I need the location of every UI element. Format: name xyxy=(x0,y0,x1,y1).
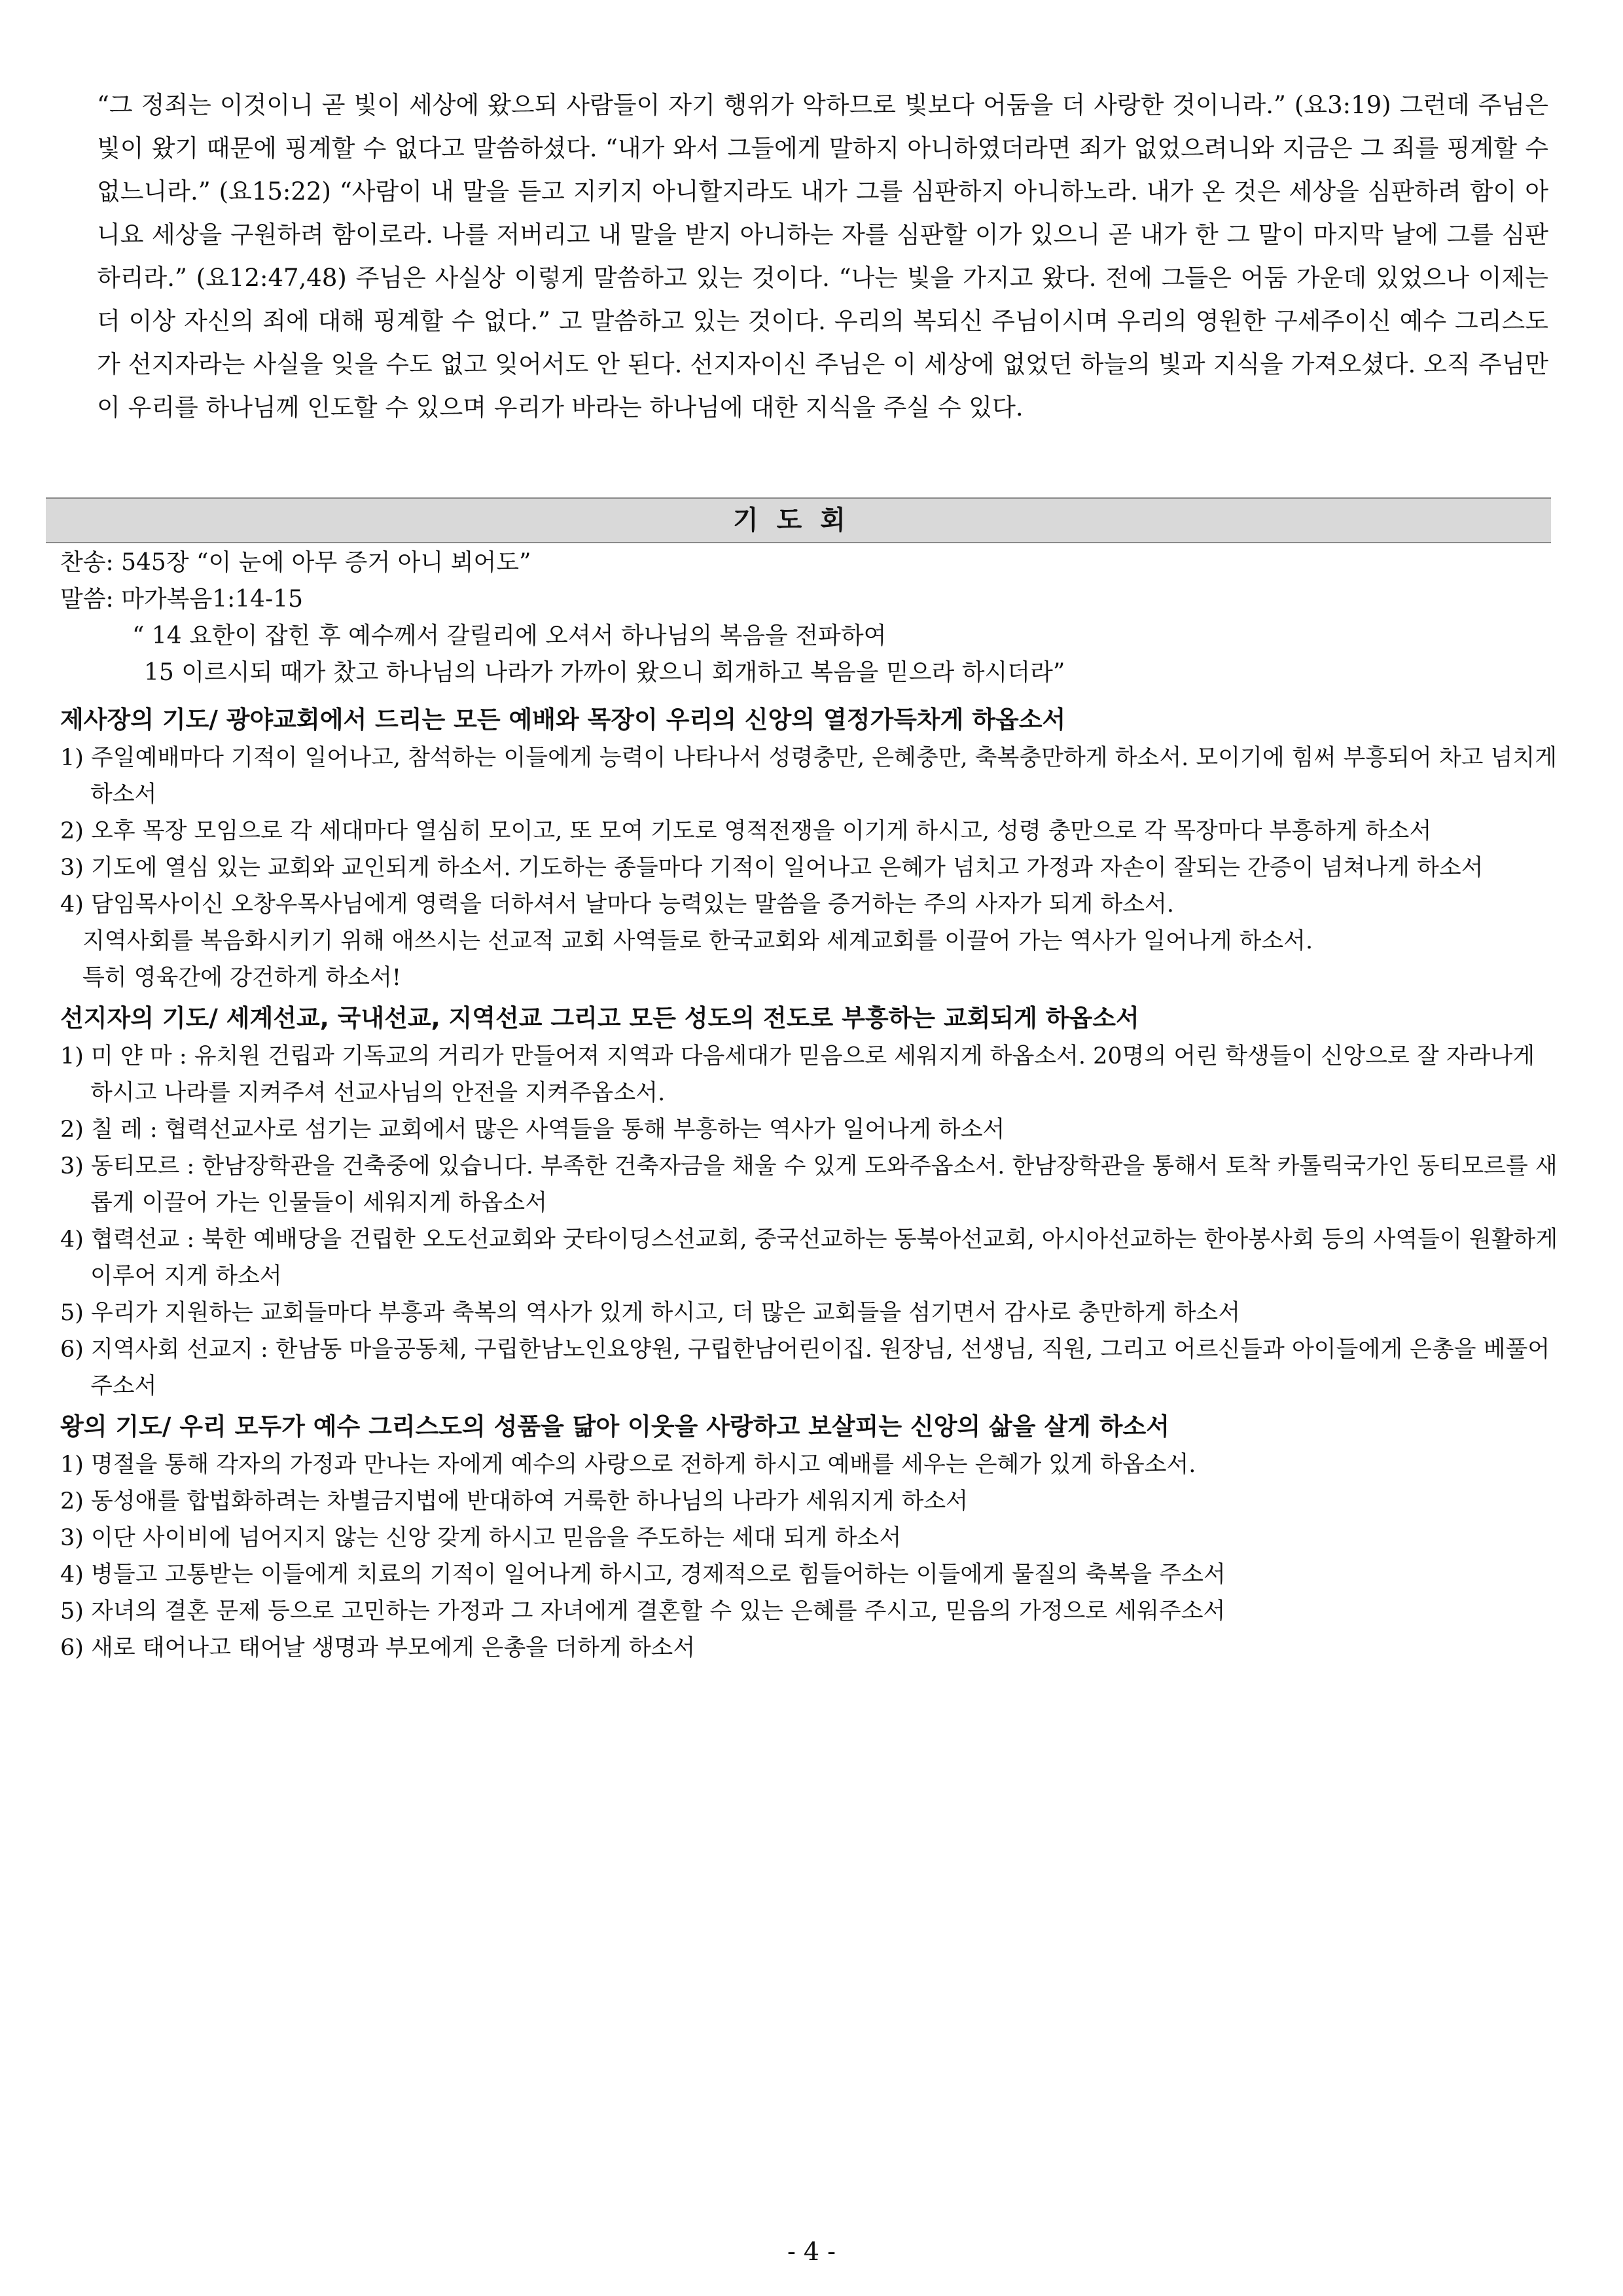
king-item-3: 3) 이단 사이비에 넘어지지 않는 신앙 갖게 하시고 믿음을 주도하는 세대 되게 하소서 xyxy=(60,1525,902,1551)
king-prayer-section xyxy=(60,1407,1559,1666)
king-item-5: 5) 자녀의 결혼 문제 등으로 고민하는 가정과 그 자녀에게 결혼할 수 있는 은혜를 주시고, 믿음의 가정으로 세워주소서 xyxy=(60,1598,1226,1624)
intro-paragraph: “그 정죄는 이것이니 곧 빛이 세상에 왔으되 사람들이 자기 행위가 악하므로 빛보다 어둠을 더 사랑한 것이니라.” (요3:19) 그런데 주님은 빛이 왔기 때문에 핑계할 수 없다고 말씀하셨다. “내가 와서 그들에게 말하지 아니하였더라면 죄가 없었으려니와 지금은 그 죄를 핑계할 수 없느니라.” (요15:22) “사람이 내 말을 듣고 지키지 아니할지라도 내가 그를 심판하지 아니하노라. 내가 온 것은 세상을 심판하려 함이 아니요 세상을 구원하려 함이로라. 나를 저버리고 내 말을 받지 아니하는 자를 심판할 이가 있으니 곧 내가 한 그 말이 마지막 날에 그를 심판하리라.” (요12:47,48) 주님은 사실상 이렇게 말씀하고 있는 것이다. “나는 빛을 가지고 왔다. 전에 그들은 어둠 가운데 있었으나 이제는 더 이상 자신의 죄에 대해 핑계할 수 없다.” 고 말씀하고 있는 것이다. 우리의 복되신 주님이시며 우리의 영원한 구세주이신 예수 그리스도가 선지자라는 사실을 잊을 수도 없고 잊어서도 안 된다. 선지자이신 주님은 이 세상에 없었던 하늘의 빛과 지식을 가져오셨다. 오직 주님만이 우리를 하나님께 인도할 수 있으며 우리가 바라는 하나님에 대한 지식을 주실 수 있다. xyxy=(97,91,1548,422)
prayer-meeting-banner: 기도회 xyxy=(46,497,1551,543)
priest-prayer-section xyxy=(60,700,1559,996)
prophet-prayer-title: 선지자의 기도/ 세계선교, 국내선교, 지역선교 그리고 모든 성도의 전도로 부흥하는 교회되게 하옵소서 xyxy=(60,1004,1139,1032)
priest-item-4-extra-2: 특히 영육간에 강건하게 하소서! xyxy=(82,965,401,991)
scripture-line-2: 15 이르시되 때가 찼고 하나님의 나라가 가까이 왔으니 회개하고 복음을 믿으라 하시더라” xyxy=(144,659,1065,686)
priest-prayer-title: 제사장의 기도/ 광야교회에서 드리는 모든 예배와 목장이 우리의 신앙의 열정가득차게 하옵소서 xyxy=(60,706,1066,734)
priest-item-2: 2) 오후 목장 모임으로 각 세대마다 열심히 모이고, 또 모여 기도로 영적전쟁을 이기게 하시고, 성령 충만으로 각 목장마다 부흥하게 하소서 xyxy=(60,818,1432,844)
priest-item-4: 4) 담임목사이신 오창우목사님에게 영력을 더하셔서 날마다 능력있는 말씀을 증거하는 주의 사자가 되게 하소서. xyxy=(60,891,1175,918)
word-line: 말씀: 마가복음1:14-15 xyxy=(60,586,304,613)
king-item-4: 4) 병들고 고통받는 이들에게 치료의 기적이 일어나게 하시고, 경제적으로 힘들어하는 이들에게 물질의 축복을 주소서 xyxy=(60,1562,1226,1588)
prophet-item-6: 6) 지역사회 선교지 : 한남동 마을공동체, 구립한남노인요양원, 구립한남어린이집. 원장님, 선생님, 직원, 그리고 어르신들과 아이들에게 은총을 베풀어 주소서 xyxy=(60,1336,1550,1399)
hymn-line: 찬송: 545장 “이 눈에 아무 증거 아니 뵈어도” xyxy=(60,549,531,576)
king-item-2: 2) 동성애를 합법화하려는 차별금지법에 반대하여 거룩한 하나님의 나라가 세워지게 하소서 xyxy=(60,1488,969,1515)
priest-item-3: 3) 기도에 열심 있는 교회와 교인되게 하소서. 기도하는 종들마다 기적이 일어나고 은혜가 넘치고 가정과 자손이 잘되는 간증이 넘쳐나게 하소서 xyxy=(60,855,1484,881)
prophet-item-5: 5) 우리가 지원하는 교회들마다 부흥과 축복의 역사가 있게 하시고, 더 많은 교회들을 섬기면서 감사로 충만하게 하소서 xyxy=(60,1300,1241,1326)
prophet-item-2: 2) 칠 레 : 협력선교사로 섬기는 교회에서 많은 사역들을 통해 부흥하는 역사가 일어나게 하소서 xyxy=(60,1117,1005,1143)
prophet-item-4: 4) 협력선교 : 북한 예배당을 건립한 오도선교회와 굿타이딩스선교회, 중국선교하는 동북아선교회, 아시아선교하는 한아봉사회 등의 사역들이 원활하게 이루어 지게 하소서 xyxy=(60,1227,1558,1289)
king-item-6: 6) 새로 태어나고 태어날 생명과 부모에게 은총을 더하게 하소서 xyxy=(60,1635,696,1661)
priest-item-1: 1) 주일예배마다 기적이 일어나고, 참석하는 이들에게 능력이 나타나서 성령충만, 은혜충만, 축복충만하게 하소서. 모이기에 힘써 부흥되어 차고 넘치게 하소서 xyxy=(60,745,1558,808)
priest-item-4-extra-1: 지역사회를 복음화시키기 위해 애쓰시는 선교적 교회 사역들로 한국교회와 세계교회를 이끌어 가는 역사가 일어나게 하소서. xyxy=(82,928,1313,954)
prophet-prayer-section xyxy=(60,999,1559,1405)
page-number: - 4 - xyxy=(787,2237,836,2266)
king-prayer-title: 왕의 기도/ 우리 모두가 예수 그리스도의 성품을 닮아 이웃을 사랑하고 보살피는 신앙의 삶을 살게 하소서 xyxy=(60,1412,1170,1441)
prophet-item-1: 1) 미 얀 마 : 유치원 건립과 기독교의 거리가 만들어져 지역과 다음세대가 믿음으로 세워지게 하옵소서. 20명의 어린 학생들이 신앙으로 잘 자라나게 하시고 나라를 지켜주셔 선교사님의 안전을 지켜주옵소서. xyxy=(60,1043,1535,1106)
prophet-item-3: 3) 동티모르 : 한남장학관을 건축중에 있습니다. 부족한 건축자금을 채울 수 있게 도와주옵소서. 한남장학관을 통해서 토착 카톨릭국가인 동티모르를 새롭게 이끌어 가는 인물들이 세워지게 하옵소서 xyxy=(60,1153,1558,1216)
king-item-1: 1) 명절을 통해 각자의 가정과 만나는 자에게 예수의 사랑으로 전하게 하시고 예배를 세우는 은혜가 있게 하옵소서. xyxy=(60,1452,1196,1478)
worship-info xyxy=(60,545,1559,691)
scripture-line-1: “ 14 요한이 잡힌 후 예수께서 갈릴리에 오셔서 하나님의 복음을 전파하여 xyxy=(132,622,887,649)
